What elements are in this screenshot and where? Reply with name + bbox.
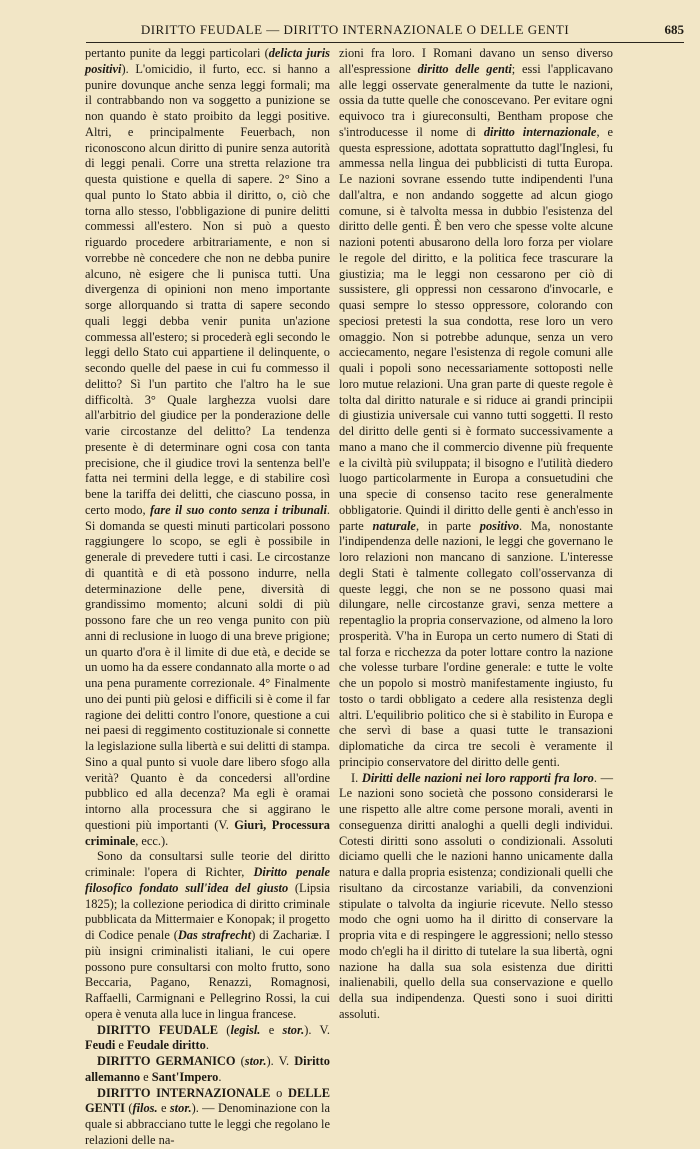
paragraph-rights-of-nations: I. Diritti delle nazioni nei loro rapporti fra loro. — Le nazioni sono società che possono considerarsi le une rispetto alle altre come persone morali, aventi in conseguenza diritti analoghi a quelli degli individui. Cotesti diritti sono assoluti o condizionali. Assoluti diciamo quelli che le nazioni hanno unicamente dalla natura e dalla propria esistenza; condizionali quelli che risultano da circostanze variabili, da convenzioni stipulate o talvolta da ingiurie ricevute. Nello stesso modo che ogni uomo ha il diritto di conservare la propria vita e di respingere le aggressioni; nello stesso modo ch'egli ha il diritto di tutelare la sua libertà, ogni nazione ha dalla sua sola esistenza due diritti inalienabili, quello della sua conservazione e quello della sua indipendenza. Questi sono i suoi diritti assoluti. (339, 770, 613, 1021)
running-header (86, 20, 684, 43)
entry-diritto-feudale: DIRITTO FEUDALE (legisl. e stor.). V. Feudi e Feudale diritto. (85, 1022, 330, 1053)
left-column (85, 46, 330, 1149)
running-title: DIRITTO FEUDALE — DIRITTO INTERNAZIONALE O DELLE GENTI (140, 22, 570, 37)
entry-diritto-germanico: DIRITTO GERMANICO (stor.). V. Diritto allemanno e Sant'Impero. (85, 1054, 330, 1084)
section-heading: Diritti delle nazioni nei loro rapporti fra loro (361, 770, 594, 785)
page-number: 685 (664, 22, 684, 37)
paragraph-bibliography: Sono da consultarsi sulle teorie del diritto criminale: l'opera di Richter, Diritto penale filosofico fondato sull'idea del giusto (Lipsia 1825); la collezione periodica di diritto criminale pubblicata da Mittermaier e Konopak; il progetto di Codice penale (Das strafrecht) di Zachariæ. I più insigni criminalisti italiani, le cui opere possono pure consultarsi con molto frutto, sono Beccaria, Pagano, Renazzi, Romagnosi, Raffaelli, Carmignani e Pellegrino Rossi, la cui opera è venuta alla luce in lingua francese. (85, 849, 330, 1021)
paragraph-international-law: zioni fra loro. I Romani davano un senso diverso all'espressione diritto delle genti; essi l'applicavano alle leggi osservate generalmente da tutte le nazioni, ossia da tutte quelle che conoscevano. Per evitare ogni equivoco tra i giureconsulti, Bentham propose che s'introducesse il nome di diritto internazionale, e questa espressione, adottata soprattutto dagl'Inglesi, fu ammessa nella lingua dei pubblicisti di tutta Europa. Le nazioni sovrane essendo tutte indipendenti l'una dall'altra, e non andando soggette ad alcun giogo comune, si è talvolta messa in dubbio l'esistenza del diritto delle genti. È ben vero che spesse volte alcune nazioni potenti abusarono della loro forza per violare le regole del diritto, e la politica fece trascurare la giustizia; ma le leggi non cessarono per ciò di sussistere, gli oppressi non cessarono d'invocarle, e quasi sempre lo stesso oppressore, colorando con speciosi pretesti la sua condotta, rese loro un vero omaggio. Non si potrebbe adunque, senza un vero acciecamento, negare l'esistenza di regole comuni alle quali i popoli sono necessariamente sottoposti nelle loro mutue relazioni. Una gran parte di queste regole è tolta dal diritto naturale e si riduce ai grandi principii di giustizia universale cui vanno tutti soggetti. Il resto del diritto delle genti si è formato successivamente a mano a mano che il commercio divenne più frequente e la civiltà più sviluppata; il bisogno e l'utilità diedero luogo particolarmente in Europa a consuetudini che una specie di consenso tacito rese generalmente obbligatorie. Quindi il diritto delle genti è anch'esso in parte naturale, in parte positivo. Ma, nonostante l'indipendenza delle nazioni, le leggi che governano le loro relazioni non mancano di sanzione. L'interesse degli Stati è talmente collegato coll'osservanza di queste leggi, che non se ne possono quasi mai dilungare, nelle circostanze gravi, senza mettere a repentaglio la propria conservazione, od almeno la loro prosperità. V'ha in Europa un certo numero di Stati di tal forza e ricchezza da poter lottare contro la nazione che volesse turbare l'ordine generale: e tutte le volte che un popolo si mostrò manifestamente ingiusto, fu tosto o tardi obbligato a cedere alla resistenza degli altri. L'equilibrio politico che si è stabilito in Europa e che servì di base a quasi tutte le transazioni diplomatiche da circa tre secoli è veramente il principio conservatore del diritto delle genti. (339, 46, 614, 769)
entry-diritto-internazionale: DIRITTO INTERNAZIONALE o DELLE GENTI (filos. e stor.). — Denominazione con la quale si abbracciano tutte le leggi che regolano le relazioni delle na- (85, 1085, 331, 1147)
paragraph-criminal-law: pertanto punite da leggi particolari (delicta juris positivi). L'omicidio, il furto, ecc. si hanno a punire dovunque anche senza leggi formali; ma il contrabbando non va soggetto a punizione se non quando è stato proibito da leggi positive. Altri, e principalmente Feuerbach, non riconoscono alcun diritto di punire senza autorità di leggi penali. Corre una stretta relazione tra questa quistione e quella di sapere. 2° Sino a qual punto lo Stato abbia il diritto, o, ciò che torna allo stesso, l'obbligazione di punire delitti commessi all'estero. Non si può a questo riguardo procedere arbitrariamente, e non si vorrebbe nè concedere che non ne debba punire alcuno, nè esigere che li punisca tutti. Una divergenza di opinioni non meno importante sorge allorquando si tratta di sapere secondo quali leggi debba venir punita un'azione commessa all'estero; si procederà egli secondo le leggi dello Stato cui appartiene il delinquente, o secondo quelle del paese in cui fu commesso il delitto? Sì l'un partito che l'altro ha le sue difficoltà. 3° Quale larghezza vuolsi dare all'arbitrio del giudice per la ponderazione delle varie circostanze del delitto? La tendenza presente è di determinare ogni cosa con tanta precisione, che il giudice trovi la sentenza bell'e fatta nei termini della legge, e di stabilire così bene la tariffa dei delitti, che ciascuno possa, in certo modo, fare il suo conto senza i tribunali. Si domanda se questi minuti particolari possono raggiungere lo scopo, se egli è possibile in generale di prevedere tutti i casi. Le circostanze di quantità e di età possono indurre, nella determinazione delle pene, diversità di grandissimo momento; alcuni soldi di più possono fare che un reo venga punito con più anni di reclusione in luogo di una breve prigione; un quarto d'ora è il limite di due età, e decide se un uomo ha da essere condannato alla morte o ad una pena puramente correzionale. 4° Finalmente uno dei punti più gelosi e difficili si è come il far ragione dei delitti contro l'onore, questione a cui nei paesi di reggimento costituzionale si connette la legislazione sulla libertà e sui delitti di stampa. Sino a qual punto si vuole dare libero sfogo alla verità? Quanto è da concedersi all'ordine pubblico ed alla decenza? Ma egli è oramai intorno alla processura che si aggirano le questioni più importanti (V. Giurì, Processura criminale, ecc.). (85, 46, 330, 848)
right-column (339, 46, 613, 1023)
